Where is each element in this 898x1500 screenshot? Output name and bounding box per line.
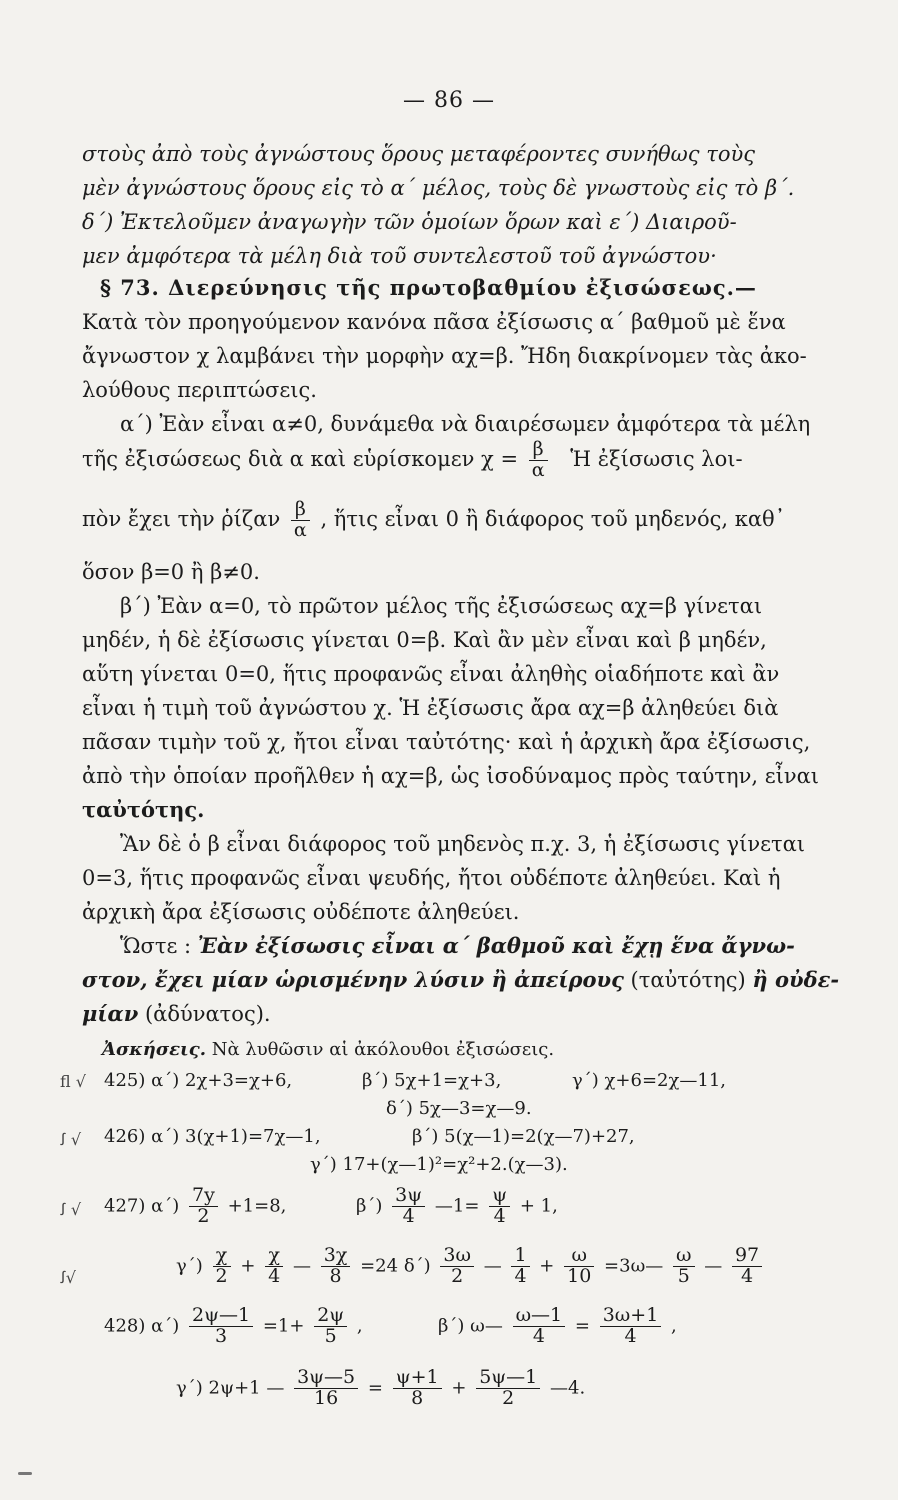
text-line: 0=3, ἥτις προφανῶς εἶναι ψευδής, ἤτοι οὐδέποτε ἀληθεύει. Καὶ ἡ (82, 866, 781, 890)
text-line: μὲν ἀγνώστους ὅρους εἰς τὸ α΄ μέλος, τοὺς δὲ γνωστοὺς εἰς τὸ β΄. (82, 176, 795, 200)
exercise-425: β΄) 5χ+1=χ+3, (362, 1070, 502, 1091)
numerator: β (291, 500, 310, 521)
paper-speck (18, 1472, 32, 1475)
fraction (476, 1368, 540, 1409)
text-span: +1=8, (227, 1195, 287, 1217)
text-line: λούθους περιπτώσεις. (82, 378, 317, 402)
denominator: 4 (514, 1264, 527, 1287)
text-span: Ἀσκήσεις. (102, 1039, 206, 1060)
text-span: Ἐὰν ἐξίσωσις εἶναι α΄ βαθμοῦ καὶ ἔχῃ ἕνα ἄγνω- (197, 933, 795, 958)
margin-mark: ꭍ√ (60, 1268, 76, 1287)
exercise-426: 426) α΄) 3(χ+1)=7χ—1, (104, 1126, 321, 1147)
text-line: Κατὰ τὸν προηγούμενον κανόνα πᾶσα ἐξίσωσις α΄ βαθμοῦ μὲ ἕνα (82, 310, 786, 334)
text-span: =24 (360, 1255, 399, 1277)
conclusion-line (120, 934, 828, 958)
fraction (189, 1186, 218, 1227)
text-span: + (240, 1255, 256, 1277)
numerator: χ (213, 1246, 231, 1267)
fraction (511, 1246, 529, 1287)
text-line: μεν ἀμφότερα τὰ μέλη διὰ τοῦ συντελεστοῦ τοῦ ἀγνώστου· (82, 244, 717, 268)
section-heading: § 73. Διερεύνησις τῆς πρωτοβαθμίου ἐξισώσεως.— (100, 275, 757, 300)
conclusion-line (82, 967, 840, 992)
text-line: αὕτη γίνεται 0=0, ἥτις προφανῶς εἶναι ἀληθὴς οἱαδήποτε καὶ ἂν (82, 662, 780, 686)
exercise-428-a (104, 1306, 363, 1347)
numerator: β (529, 440, 548, 461)
fraction (294, 1368, 358, 1409)
fraction-b-over-a (291, 500, 310, 541)
numerator: 2ψ (314, 1306, 347, 1327)
text-span: — (704, 1255, 723, 1277)
fraction (440, 1246, 474, 1287)
denominator: 4 (268, 1264, 281, 1287)
numerator: ω—1 (513, 1306, 566, 1327)
numerator: 1 (511, 1246, 529, 1267)
fraction (392, 1186, 425, 1227)
numerator: 3ω+1 (600, 1306, 662, 1327)
numerator: ω (673, 1246, 695, 1267)
text-span: Ἡ ἐξίσωσις λοι- (570, 446, 743, 471)
text-span: (ταὐτότης) (630, 968, 746, 992)
numerator: ω (564, 1246, 594, 1267)
text-span: = (367, 1377, 383, 1399)
text-span: γ΄) (176, 1255, 203, 1277)
fraction-b-over-a (529, 440, 548, 481)
denominator: 4 (493, 1204, 506, 1227)
fraction (314, 1306, 347, 1347)
text-span: β΄) ω— (438, 1315, 503, 1337)
text-span: Ὥστε : (120, 934, 192, 958)
text-span: δ΄) (403, 1255, 431, 1277)
denominator: 5 (677, 1264, 690, 1287)
text-line: ὅσον β=0 ἢ β≠0. (82, 560, 260, 584)
fraction (393, 1368, 442, 1409)
numerator: 97 (732, 1246, 762, 1267)
denominator: 8 (411, 1386, 424, 1409)
text-span: — (483, 1255, 502, 1277)
text-span: + (539, 1255, 555, 1277)
text-span: =3ω— (604, 1255, 664, 1277)
text-line: μηδέν, ἡ δὲ ἐξίσωσις γίνεται 0=β. Καὶ ἂν μὲν εἶναι καὶ β μηδέν, (82, 628, 767, 652)
text-span: Νὰ λυθῶσιν αἱ ἀκόλουθοι ἐξισώσεις. (211, 1039, 555, 1060)
exercise-426: γ΄) 17+(χ—1)²=χ²+2.(χ—3). (310, 1154, 568, 1175)
exercise-427-cd (176, 1246, 766, 1287)
text-span: , (671, 1315, 677, 1337)
text-span: — (293, 1255, 311, 1277)
text-line: δ΄) Ἐκτελοῦμεν ἀναγωγὴν τῶν ὁμοίων ὅρων καὶ ε΄) Διαιροῦ- (82, 210, 737, 234)
denominator: 2 (451, 1264, 464, 1287)
numerator: 3ψ (392, 1186, 425, 1207)
text-span: τῆς ἐξισώσεως διὰ α καὶ εὑρίσκομεν χ = (82, 446, 519, 471)
numerator: ψ (489, 1186, 510, 1207)
text-span: —1= (434, 1195, 480, 1217)
denominator: 4 (624, 1324, 637, 1347)
denominator: 2 (197, 1204, 210, 1227)
exercise-428-b (438, 1306, 677, 1347)
text-span: —4. (550, 1377, 586, 1399)
denominator: 10 (567, 1264, 592, 1287)
text-line: εἶναι ἡ τιμὴ τοῦ ἀγνώστου χ. Ἡ ἐξίσωσις ἄρα αχ=β ἀληθεύει διὰ (82, 696, 779, 720)
fraction (600, 1306, 662, 1347)
denominator: α (531, 458, 545, 481)
text-span: γ΄) 2ψ+1 — (176, 1377, 285, 1399)
exercise-425: δ΄) 5χ—3=χ—9. (386, 1098, 532, 1119)
text-span: πὸν ἔχει τὴν ῥίζαν (82, 506, 281, 531)
exercise-425: γ΄) χ+6=2χ—11, (572, 1070, 727, 1091)
numerator: 3ω (440, 1246, 474, 1267)
text-line: ἀρχικὴ ἄρα ἐξίσωσις οὐδέποτε ἀληθεύει. (82, 900, 520, 924)
denominator: 4 (532, 1324, 545, 1347)
denominator: 8 (329, 1264, 342, 1287)
numerator: 5ψ—1 (476, 1368, 540, 1389)
denominator: 16 (314, 1386, 339, 1409)
numerator: χ (265, 1246, 283, 1267)
text-span: = (574, 1315, 590, 1337)
numerator: 2ψ—1 (189, 1306, 253, 1327)
text-line: στοὺς ἀπὸ τοὺς ἀγνώστους ὅρους μεταφέροντες συνήθως τοὺς (82, 142, 756, 166)
text-line: ἄγνωστον χ λαμβάνει τὴν μορφὴν αχ=β. Ἤδη διακρίνομεν τὰς ἀκο- (82, 344, 807, 368)
numerator: 3ψ—5 (294, 1368, 358, 1389)
fraction (732, 1246, 762, 1287)
text-line: ἀπὸ τὴν ὁποίαν προῆλθεν ἡ αχ=β, ὡς ἰσοδύναμος πρὸς ταύτην, εἶναι (82, 764, 820, 788)
text-span: στον, ἔχει μίαν ὡρισμένην λύσιν ἢ ἀπείρους (82, 967, 624, 992)
text-span: , (356, 1315, 363, 1337)
exercise-425: 425) α΄) 2χ+3=χ+6, (104, 1070, 293, 1091)
denominator: 5 (324, 1324, 337, 1347)
text-line: πᾶσαν τιμὴν τοῦ χ, ἤτοι εἶναι ταὐτότης· καὶ ἡ ἀρχικὴ ἄρα ἐξίσωσις, (82, 730, 811, 754)
text-line: β΄) Ἐὰν α=0, τὸ πρῶτον μέλος τῆς ἐξισώσεως αχ=β γίνεται (120, 594, 763, 618)
text-span: (ἀδύνατος). (144, 1002, 271, 1026)
text-span: =1+ (262, 1315, 305, 1337)
exercise-427-a (104, 1186, 286, 1227)
margin-mark: ꭍ √ (60, 1200, 82, 1219)
text-line: Ἂν δὲ ὁ β εἶναι διάφορος τοῦ μηδενὸς π.χ. 3, ἡ ἐξίσωσις γίνεται (120, 832, 806, 856)
denominator: 4 (402, 1204, 415, 1227)
text-span: μίαν (82, 1001, 139, 1026)
text-line: ταὐτότης. (82, 797, 205, 822)
exercises-heading (102, 1040, 848, 1061)
numerator: 7y (189, 1186, 218, 1207)
text-span: ἢ οὐδε- (752, 967, 840, 992)
conclusion-line (82, 1002, 828, 1026)
margin-mark: ꭍ √ (60, 1130, 82, 1149)
denominator: 3 (215, 1324, 228, 1347)
fraction (189, 1306, 253, 1347)
text-span: 428) α΄) (104, 1315, 180, 1337)
text-span: 427) α΄) (104, 1195, 180, 1217)
text-span: + (451, 1377, 467, 1399)
text-span: β΄) (356, 1195, 383, 1217)
numerator: ψ+1 (393, 1368, 442, 1389)
denominator: 4 (741, 1264, 754, 1287)
denominator: 2 (502, 1386, 515, 1409)
text-line: α΄) Ἐὰν εἶναι α≠0, δυνάμεθα νὰ διαιρέσωμεν ἀμφότερα τὰ μέλη (120, 412, 811, 436)
fraction (213, 1246, 231, 1287)
text-span: + 1, (519, 1195, 558, 1217)
exercise-428-c (176, 1368, 585, 1409)
numerator: 3χ (321, 1246, 351, 1267)
fraction (564, 1246, 594, 1287)
fraction (489, 1186, 510, 1227)
denominator: 2 (215, 1264, 228, 1287)
text-span: , ἥτις εἶναι 0 ἢ διάφορος τοῦ μηδενός, καθ᾿ (320, 506, 786, 531)
fraction (265, 1246, 283, 1287)
fraction (673, 1246, 695, 1287)
denominator: α (293, 518, 307, 541)
margin-mark: ﬂ √ (60, 1072, 86, 1091)
exercise-427-b (356, 1186, 558, 1227)
exercise-426: β΄) 5(χ—1)=2(χ—7)+27, (412, 1126, 635, 1147)
text-line-with-fraction (82, 440, 828, 500)
fraction (321, 1246, 351, 1287)
text-line-with-fraction (82, 500, 828, 560)
fraction (513, 1306, 566, 1347)
page-number: — 86 — (403, 88, 495, 113)
